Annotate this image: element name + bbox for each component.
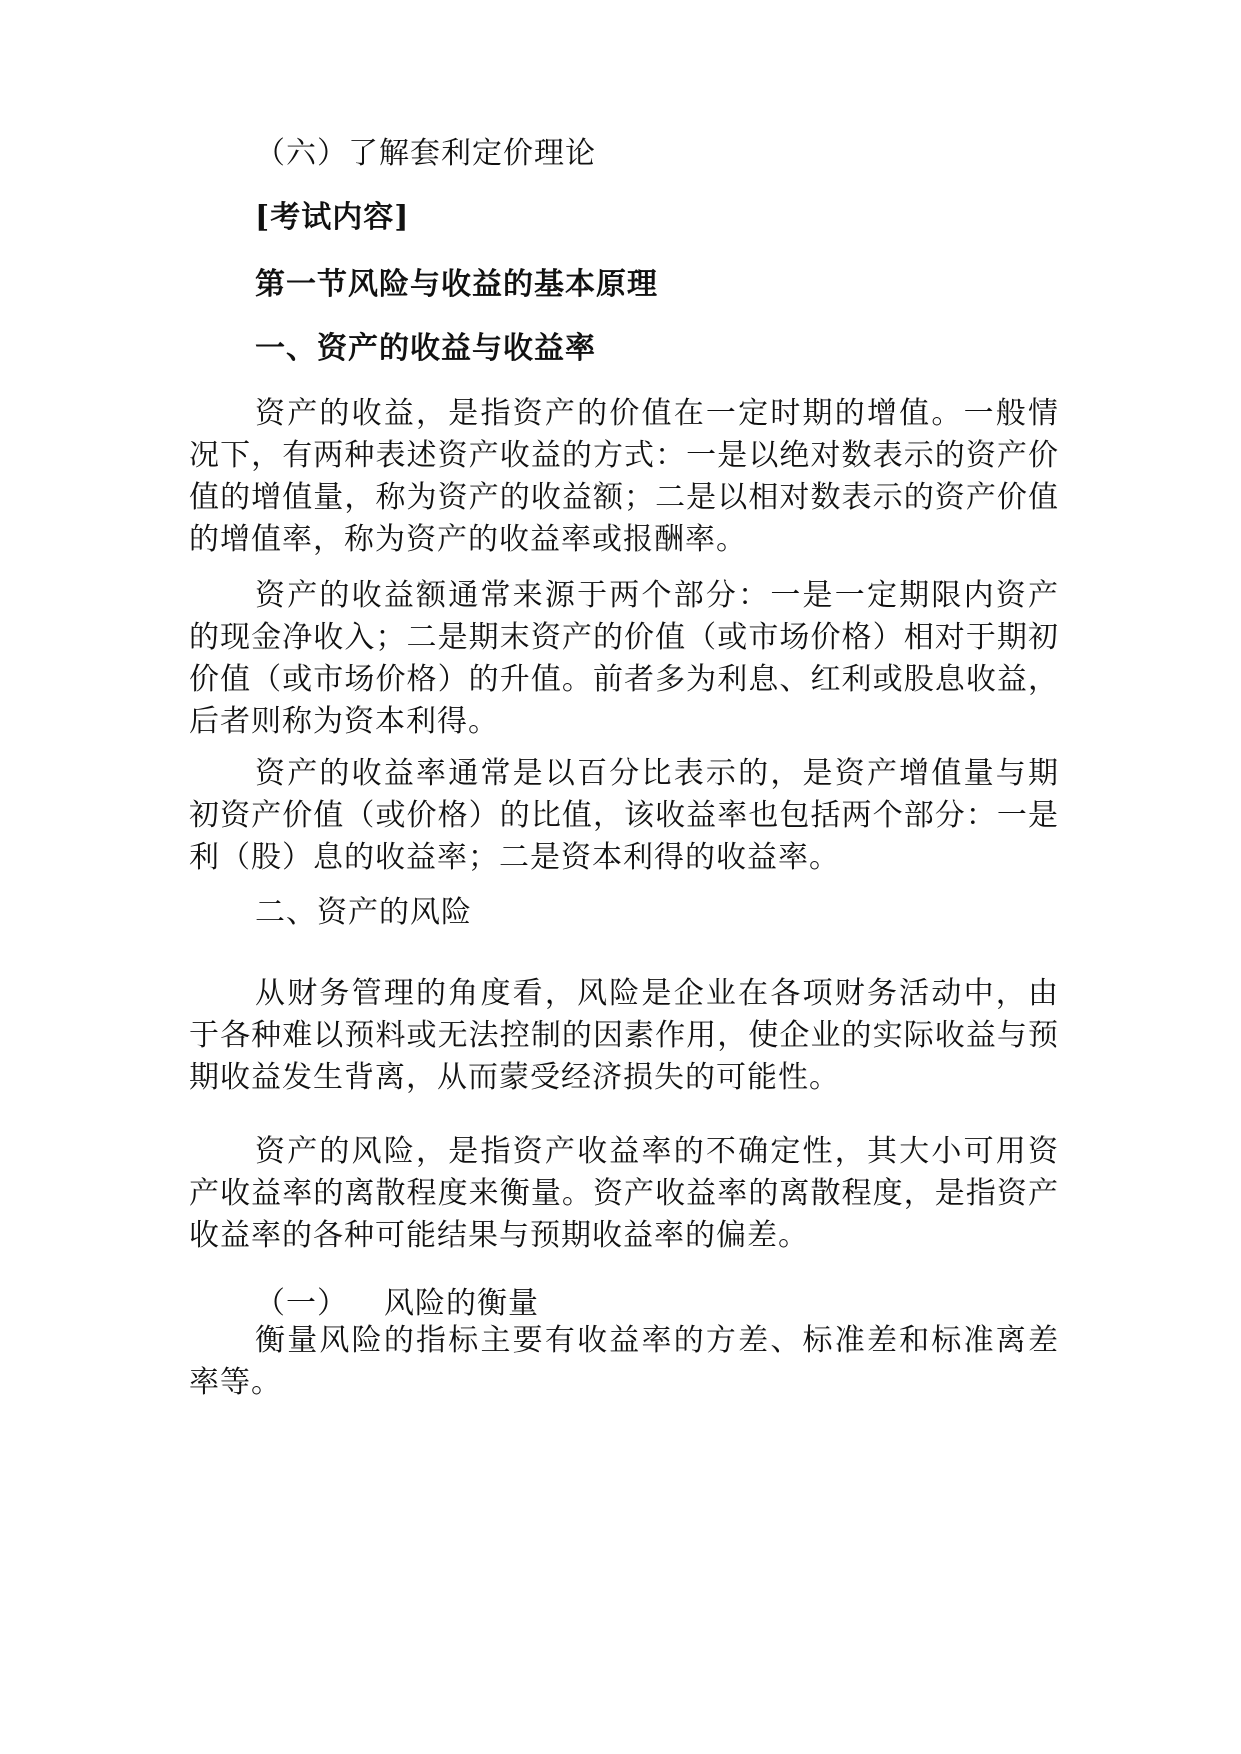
- subheading-number: （一）: [255, 1286, 348, 1321]
- heading-asset-risk: 二、资产的风险: [255, 895, 472, 930]
- subheading-title: 风险的衡量: [384, 1286, 539, 1321]
- exam-content-heading: [考试内容]: [255, 200, 410, 235]
- paragraph-asset-return-definition: 资产的收益，是指资产的价值在一定时期的增值。一般情况下，有两种表述资产收益的方式：一是以绝对数表示的资产价值的增值量，称为资产的收益额；二是以相对数表示的资产价值的增值率，称为资产的收益率或报酬率。: [189, 396, 1059, 557]
- paragraph-asset-risk: 资产的风险，是指资产收益率的不确定性，其大小可用资产收益率的离散程度来衡量。资产收益率的离散程度，是指资产收益率的各种可能结果与预期收益率的偏差。: [189, 1134, 1059, 1253]
- paragraph-risk-indicators: 衡量风险的指标主要有收益率的方差、标准差和标准离差率等。: [189, 1323, 1059, 1400]
- subheading-risk-measurement: [255, 1283, 1055, 1325]
- objective-item: （六）了解套利定价理论: [255, 136, 596, 171]
- paragraph-risk-definition: 从财务管理的角度看，风险是企业在各项财务活动中，由于各种难以预料或无法控制的因素作用，使企业的实际收益与预期收益发生背离，从而蒙受经济损失的可能性。: [189, 976, 1059, 1095]
- paragraph-return-rate: 资产的收益率通常是以百分比表示的，是资产增值量与期初资产价值（或价格）的比值，该收益率也包括两个部分：一是利（股）息的收益率；二是资本利得的收益率。: [189, 756, 1059, 875]
- section-title: 第一节风险与收益的基本原理: [255, 267, 658, 302]
- paragraph-return-amount-sources: 资产的收益额通常来源于两个部分：一是一定期限内资产的现金净收入；二是期末资产的价值（或市场价格）相对于期初价值（或市场价格）的升值。前者多为利息、红利或股息收益，后者则称为资本利得。: [189, 578, 1059, 739]
- heading-asset-returns: 一、资产的收益与收益率: [255, 331, 596, 366]
